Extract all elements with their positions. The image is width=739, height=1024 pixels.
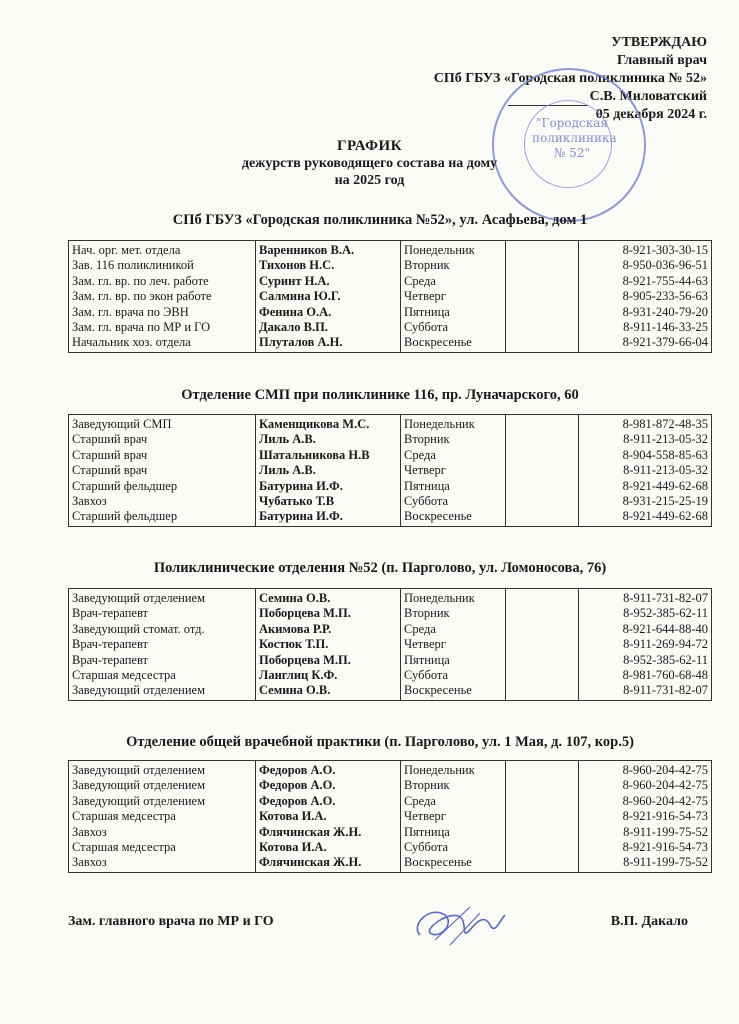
name-cell bbox=[256, 761, 401, 873]
name-text: Семина О.В. bbox=[259, 683, 331, 698]
day-text: Четверг bbox=[404, 289, 446, 304]
approval-heading: УТВЕРЖДАЮ bbox=[611, 35, 707, 50]
phone-text: 8-921-449-62-68 bbox=[622, 478, 708, 493]
day-cell bbox=[401, 415, 506, 527]
name-cell bbox=[256, 241, 401, 353]
day-text: Среда bbox=[404, 793, 436, 808]
name-text: Варенников В.А. bbox=[259, 243, 355, 257]
day-text: Воскресенье bbox=[404, 683, 472, 698]
phone-text: 8-960-204-42-75 bbox=[622, 763, 708, 777]
position-text: Зав. 116 поликлиникой bbox=[72, 258, 194, 273]
blank-cell bbox=[506, 415, 579, 527]
day-text: Понедельник bbox=[404, 243, 475, 257]
day-text: Пятница bbox=[404, 478, 450, 493]
duty-table-2 bbox=[68, 414, 712, 527]
position-text: Завхоз bbox=[72, 855, 107, 870]
name-text: Федоров А.О. bbox=[259, 763, 336, 777]
phone-cell bbox=[579, 589, 712, 701]
position-text: Заведующий отделением bbox=[72, 591, 206, 605]
phone-text: 8-921-916-54-73 bbox=[622, 809, 708, 824]
day-text: Четверг bbox=[404, 463, 446, 478]
phone-text: 8-911-269-94-72 bbox=[623, 637, 708, 652]
table-row bbox=[69, 241, 712, 353]
name-text: Акимова Р.Р. bbox=[259, 621, 332, 636]
day-text: Суббота bbox=[404, 494, 449, 509]
phone-text: 8-921-303-30-15 bbox=[622, 243, 708, 257]
section-heading-1: СПб ГБУЗ «Городская поликлиника №52», ул. Асафьева, дом 1 bbox=[172, 212, 588, 228]
phone-text: 8-921-916-54-73 bbox=[622, 840, 708, 855]
day-text: Вторник bbox=[404, 606, 450, 621]
position-text: Старший врач bbox=[72, 463, 148, 478]
name-text: Плуталов А.Н. bbox=[259, 335, 343, 350]
name-text: Ланглиц К.Ф. bbox=[259, 668, 338, 683]
day-text: Понедельник bbox=[404, 763, 475, 777]
day-text: Пятница bbox=[404, 304, 450, 319]
position-cell bbox=[69, 415, 256, 527]
day-text: Пятница bbox=[404, 652, 450, 667]
day-text: Воскресенье bbox=[404, 855, 472, 870]
position-text: Зам. гл. вр. по леч. работе bbox=[72, 273, 209, 288]
phone-text: 8-981-872-48-35 bbox=[622, 417, 708, 431]
name-text: Флячинская Ж.Н. bbox=[259, 824, 362, 839]
position-text: Врач-терапевт bbox=[72, 606, 149, 621]
position-text: Заведующий отделением bbox=[72, 793, 206, 808]
name-cell bbox=[256, 415, 401, 527]
position-text: Начальник хоз. отдела bbox=[72, 335, 191, 350]
position-text: Зам. гл. вр. по экон работе bbox=[72, 289, 212, 304]
position-cell bbox=[69, 241, 256, 353]
phone-cell bbox=[579, 761, 712, 873]
position-text: Заведующий СМП bbox=[72, 417, 172, 431]
blank-cell bbox=[506, 589, 579, 701]
position-text: Старшая медсестра bbox=[72, 668, 176, 683]
name-text: Котова И.А. bbox=[259, 809, 327, 824]
phone-text: 8-905-233-56-63 bbox=[622, 289, 708, 304]
document-title-block bbox=[0, 138, 739, 189]
phone-text: 8-931-240-79-20 bbox=[622, 304, 708, 319]
approval-organization: СПб ГБУЗ «Городская поликлиника № 52» bbox=[433, 71, 707, 86]
document-year: на 2025 год bbox=[334, 173, 405, 188]
position-text: Врач-терапевт bbox=[72, 652, 149, 667]
phone-text: 8-911-213-05-32 bbox=[623, 463, 708, 478]
section-heading-3: Поликлинические отделения №52 (п. Парголово, ул. Ломоносова, 76) bbox=[153, 560, 607, 576]
phone-text: 8-981-760-68-48 bbox=[622, 668, 708, 683]
name-text: Дакало В.П. bbox=[259, 320, 328, 335]
position-text: Завхоз bbox=[72, 494, 107, 509]
position-text: Зам. гл. врача по ЭВН bbox=[72, 304, 189, 319]
position-text: Старшая медсестра bbox=[72, 809, 176, 824]
blank-cell bbox=[506, 241, 579, 353]
day-text: Суббота bbox=[404, 840, 449, 855]
day-text: Четверг bbox=[404, 809, 446, 824]
position-text: Нач. орг. мет. отдела bbox=[72, 243, 181, 257]
name-text: Салмина Ю.Г. bbox=[259, 289, 341, 304]
section-heading-2: Отделение СМП при поликлинике 116, пр. Луначарского, 60 bbox=[181, 387, 579, 403]
name-text: Костюк Т.П. bbox=[259, 637, 329, 652]
day-cell bbox=[401, 241, 506, 353]
position-text: Старший фельдшер bbox=[72, 478, 178, 493]
position-text: Зам. гл. врача по МР и ГО bbox=[72, 320, 211, 335]
name-text: Федоров А.О. bbox=[259, 778, 336, 793]
phone-text: 8-950-036-96-51 bbox=[622, 258, 708, 273]
day-text: Среда bbox=[404, 621, 436, 636]
phone-text: 8-911-731-82-07 bbox=[623, 591, 708, 605]
document-subtitle: дежурств руководящего состава на дому bbox=[241, 156, 498, 171]
phone-text: 8-904-558-85-63 bbox=[622, 447, 708, 462]
name-text: Тихонов Н.С. bbox=[259, 258, 335, 273]
day-text: Понедельник bbox=[404, 417, 475, 431]
name-text: Батурина И.Ф. bbox=[259, 509, 343, 524]
duty-table-3 bbox=[68, 588, 712, 701]
day-text: Воскресенье bbox=[404, 509, 472, 524]
day-cell bbox=[401, 589, 506, 701]
phone-text: 8-911-199-75-52 bbox=[623, 855, 708, 870]
name-text: Суринт Н.А. bbox=[259, 273, 330, 288]
day-text: Суббота bbox=[404, 320, 449, 335]
section-heading-4: Отделение общей врачебной практики (п. Парголово, ул. 1 Мая, д. 107, кор.5) bbox=[126, 734, 634, 750]
name-text: Каменщикова М.С. bbox=[259, 417, 370, 431]
name-text: Батурина И.Ф. bbox=[259, 478, 343, 493]
name-text: Поборцева М.П. bbox=[259, 606, 351, 621]
day-text: Вторник bbox=[404, 778, 450, 793]
position-text: Старший врач bbox=[72, 432, 148, 447]
position-cell bbox=[69, 589, 256, 701]
phone-text: 8-921-379-66-04 bbox=[622, 335, 708, 350]
day-text: Вторник bbox=[404, 258, 450, 273]
name-text: Семина О.В. bbox=[259, 591, 331, 605]
name-text: Шатальникова Н.В bbox=[259, 447, 370, 462]
document-title: ГРАФИК bbox=[336, 138, 403, 154]
name-text: Чубатько Т.В bbox=[259, 494, 335, 509]
duty-table-1 bbox=[68, 240, 712, 353]
position-text: Старший фельдшер bbox=[72, 509, 178, 524]
name-text: Котова И.А. bbox=[259, 840, 327, 855]
day-text: Воскресенье bbox=[404, 335, 472, 350]
footer bbox=[68, 914, 688, 930]
phone-text: 8-931-215-25-19 bbox=[622, 494, 708, 509]
phone-text: 8-952-385-62-11 bbox=[623, 652, 708, 667]
phone-text: 8-921-644-88-40 bbox=[622, 621, 708, 636]
footer-name: В.П. Дакало bbox=[610, 914, 688, 929]
blank-cell bbox=[506, 761, 579, 873]
day-text: Среда bbox=[404, 447, 436, 462]
name-text: Поборцева М.П. bbox=[259, 652, 351, 667]
phone-text: 8-911-199-75-52 bbox=[623, 824, 708, 839]
table-row bbox=[69, 589, 712, 701]
phone-text: 8-921-449-62-68 bbox=[622, 509, 708, 524]
day-text: Понедельник bbox=[404, 591, 475, 605]
phone-text: 8-960-204-42-75 bbox=[622, 778, 708, 793]
phone-cell bbox=[579, 415, 712, 527]
phone-cell bbox=[579, 241, 712, 353]
stamp-text: "Городская поликлиника № 52" bbox=[532, 116, 617, 160]
phone-text: 8-911-213-05-32 bbox=[623, 432, 708, 447]
footer-position: Зам. главного врача по МР и ГО bbox=[68, 914, 274, 929]
name-text: Лиль А.В. bbox=[259, 432, 316, 447]
phone-text: 8-921-755-44-63 bbox=[622, 273, 708, 288]
day-text: Четверг bbox=[404, 637, 446, 652]
position-text: Врач-терапевт bbox=[72, 637, 149, 652]
position-text: Заведующий отделением bbox=[72, 778, 206, 793]
phone-text: 8-960-204-42-75 bbox=[622, 793, 708, 808]
name-text: Лиль А.В. bbox=[259, 463, 316, 478]
position-text: Старший врач bbox=[72, 447, 148, 462]
table-row bbox=[69, 761, 712, 873]
phone-text: 8-911-731-82-07 bbox=[623, 683, 708, 698]
day-text: Пятница bbox=[404, 824, 450, 839]
table-row bbox=[69, 415, 712, 527]
name-cell bbox=[256, 589, 401, 701]
position-text: Заведующий отделением bbox=[72, 683, 206, 698]
day-text: Вторник bbox=[404, 432, 450, 447]
day-text: Суббота bbox=[404, 668, 449, 683]
name-text: Федоров А.О. bbox=[259, 793, 336, 808]
day-cell bbox=[401, 761, 506, 873]
name-text: Фенина О.А. bbox=[259, 304, 332, 319]
day-text: Среда bbox=[404, 273, 436, 288]
phone-text: 8-911-146-33-25 bbox=[623, 320, 708, 335]
position-text: Завхоз bbox=[72, 824, 107, 839]
duty-table-4 bbox=[68, 760, 712, 873]
approval-signatory-name: С.В. Миловатский bbox=[589, 89, 707, 104]
position-text: Заведующий отделением bbox=[72, 763, 206, 777]
position-text: Заведующий стомат. отд. bbox=[72, 621, 205, 636]
position-text: Старшая медсестра bbox=[72, 840, 176, 855]
approval-date: 05 декабря 2024 г. bbox=[595, 107, 707, 122]
position-cell bbox=[69, 761, 256, 873]
approval-role: Главный врач bbox=[617, 53, 707, 68]
phone-text: 8-952-385-62-11 bbox=[623, 606, 708, 621]
name-text: Флячинская Ж.Н. bbox=[259, 855, 362, 870]
